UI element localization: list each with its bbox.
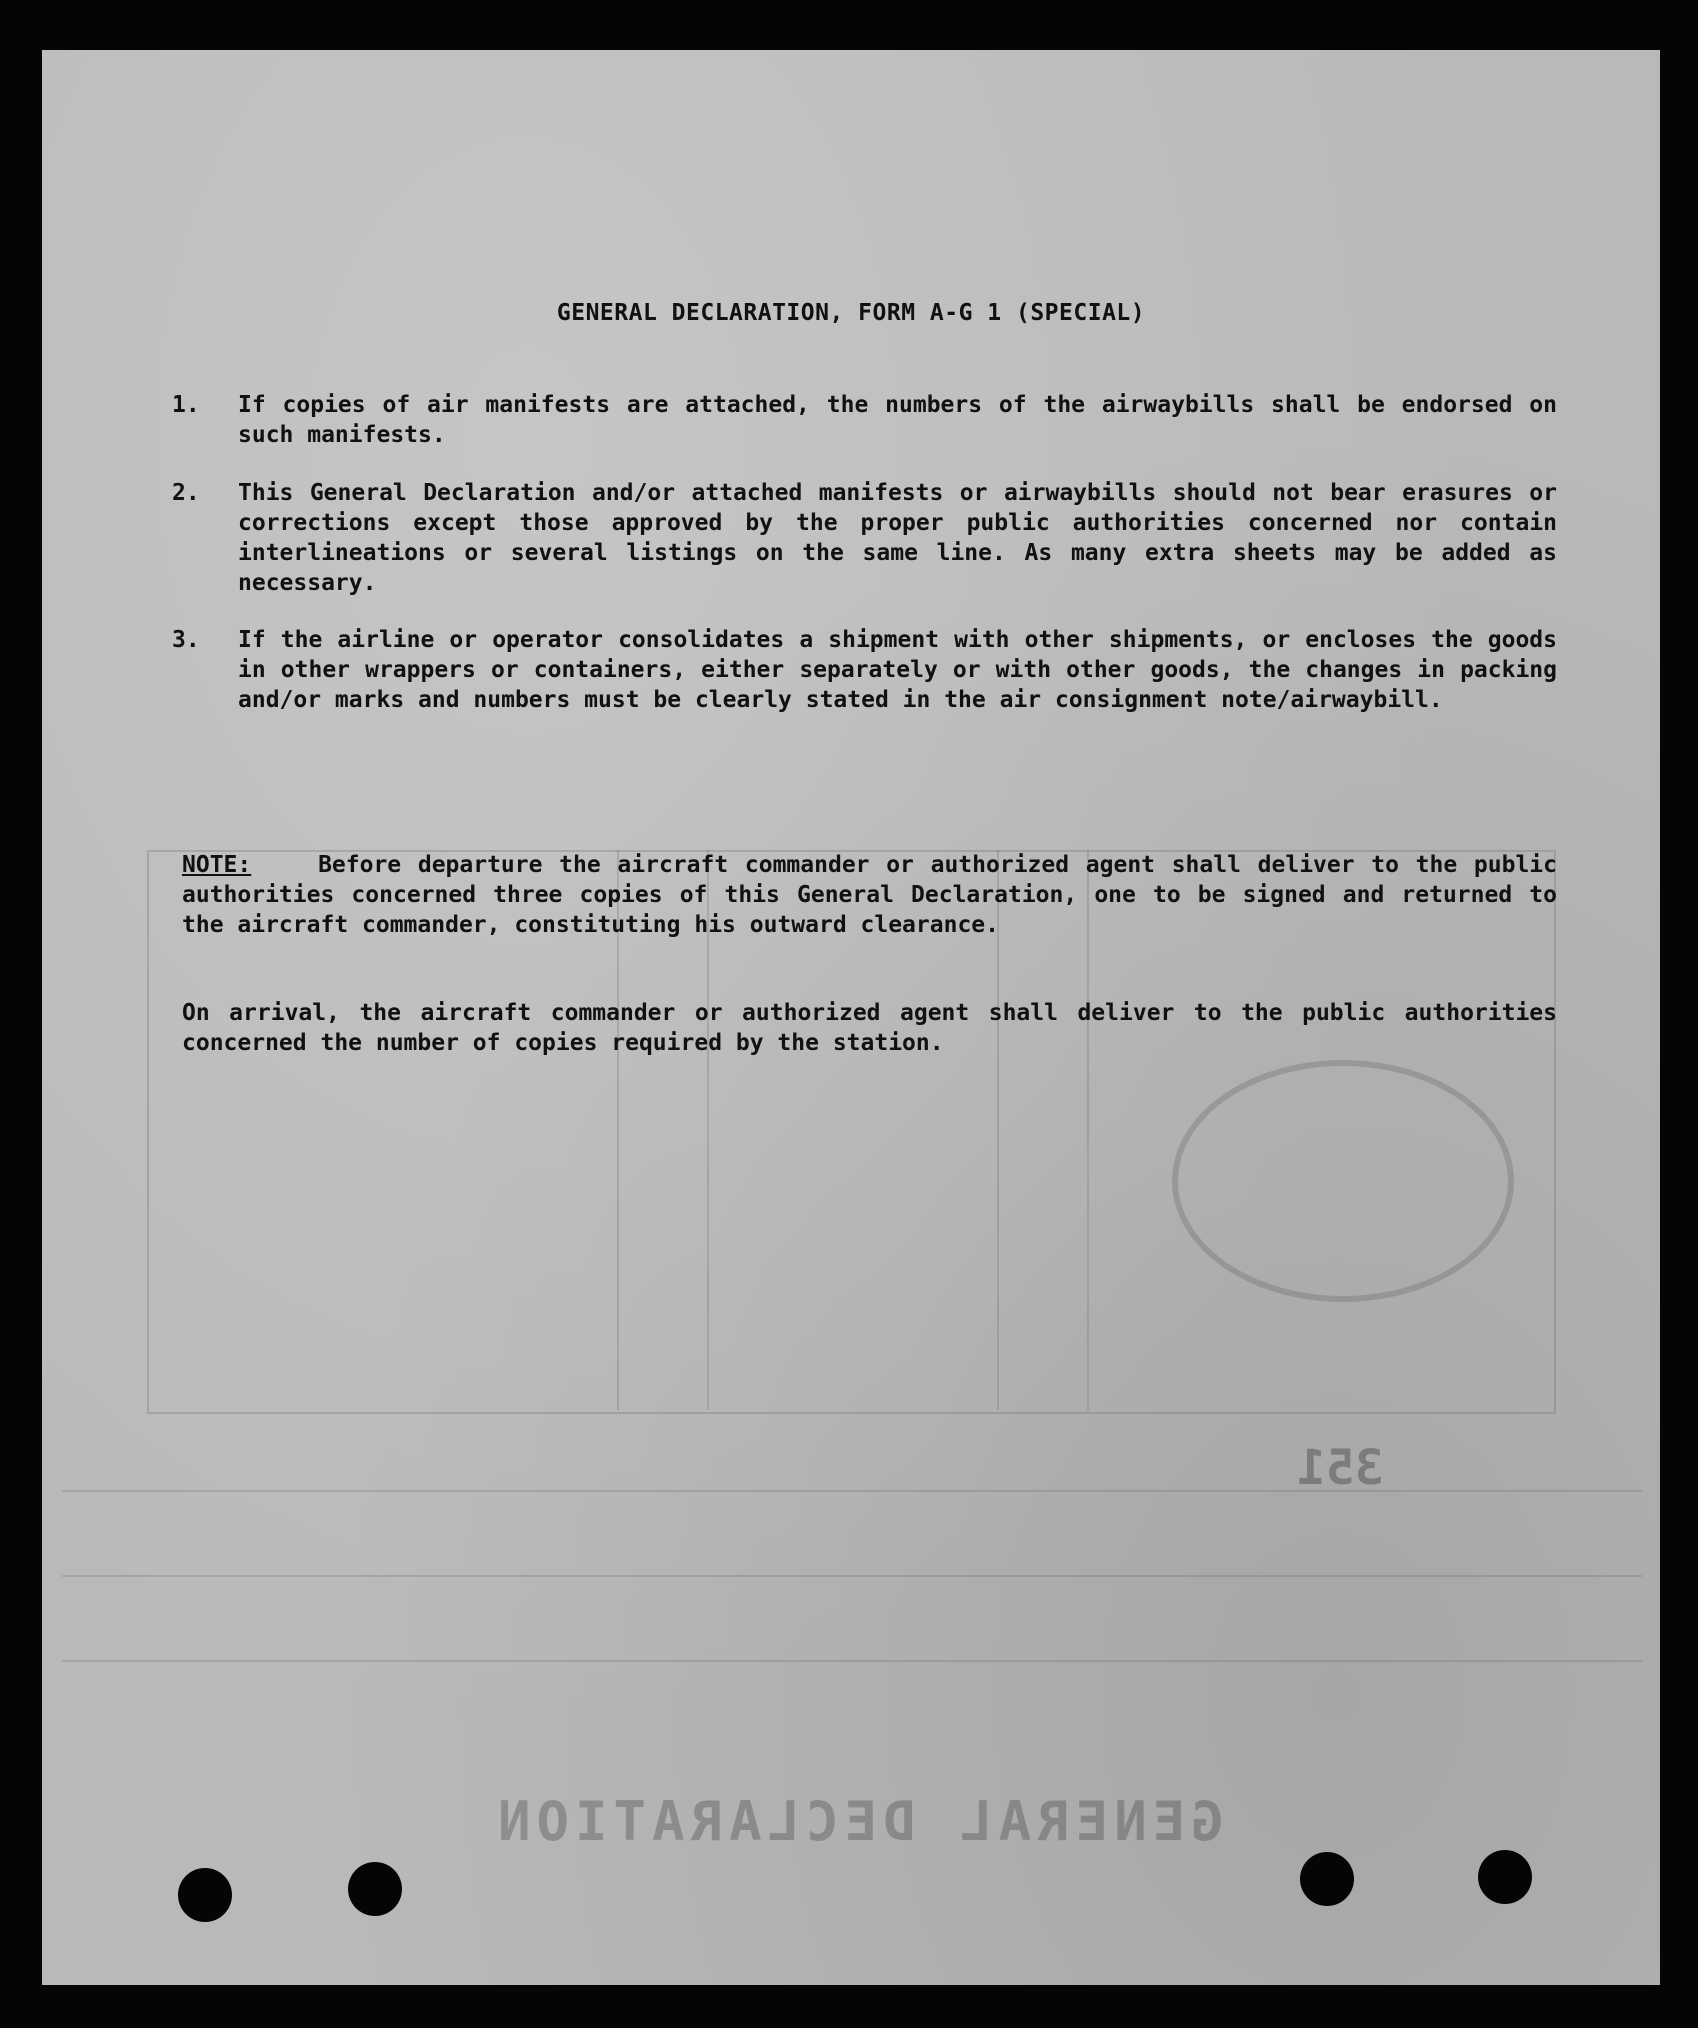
item-number: 2.	[172, 480, 200, 506]
bleed-through-line	[62, 1490, 1642, 1492]
punch-hole	[178, 1868, 232, 1922]
note-text: Before departure the aircraft commander or authorized agent shall deliver to the public authorities concerned three copies of this General Declaration, one to be signed and returned to the aircraft commander, constituting his outward clearance.	[182, 852, 1557, 938]
bleed-through-heading: GENERAL DECLARATION	[492, 1790, 1224, 1853]
note-paragraph	[182, 850, 1557, 940]
item-number: 3.	[172, 627, 200, 653]
page-title: GENERAL DECLARATION, FORM A-G 1 (SPECIAL)	[556, 300, 1146, 326]
list-item	[172, 390, 1557, 450]
punch-hole	[1478, 1850, 1532, 1904]
bleed-through-line	[62, 1575, 1642, 1577]
punch-hole	[348, 1862, 402, 1916]
bleed-through-number: 351	[1297, 1440, 1384, 1496]
item-number: 1.	[172, 392, 200, 418]
list-item	[172, 478, 1557, 598]
bleed-through-stamp	[1172, 1060, 1514, 1302]
note-label: NOTE:	[182, 852, 252, 878]
list-item	[172, 625, 1557, 715]
item-text: This General Declaration and/or attached manifests or airwaybills should not bear erasures or corrections except those approved by the proper public authorities concerned nor contain interlineations or several listings on the same line. As many extra sheets may be added as necessary.	[238, 480, 1557, 596]
bleed-through-line	[62, 1660, 1642, 1662]
item-text: If copies of air manifests are attached, the numbers of the airwaybills shall be endorsed on such manifests.	[238, 392, 1557, 448]
punch-hole	[1300, 1852, 1354, 1906]
arrival-paragraph: On arrival, the aircraft commander or authorized agent shall deliver to the public authorities concerned the number of copies required by the station.	[182, 1000, 1557, 1056]
document-page	[42, 50, 1660, 1985]
item-text: If the airline or operator consolidates a shipment with other shipments, or encloses the goods in other wrappers or containers, either separately or with other goods, the changes in packing and/or marks and numbers must be clearly stated in the air consignment note/airwaybill.	[238, 627, 1557, 713]
